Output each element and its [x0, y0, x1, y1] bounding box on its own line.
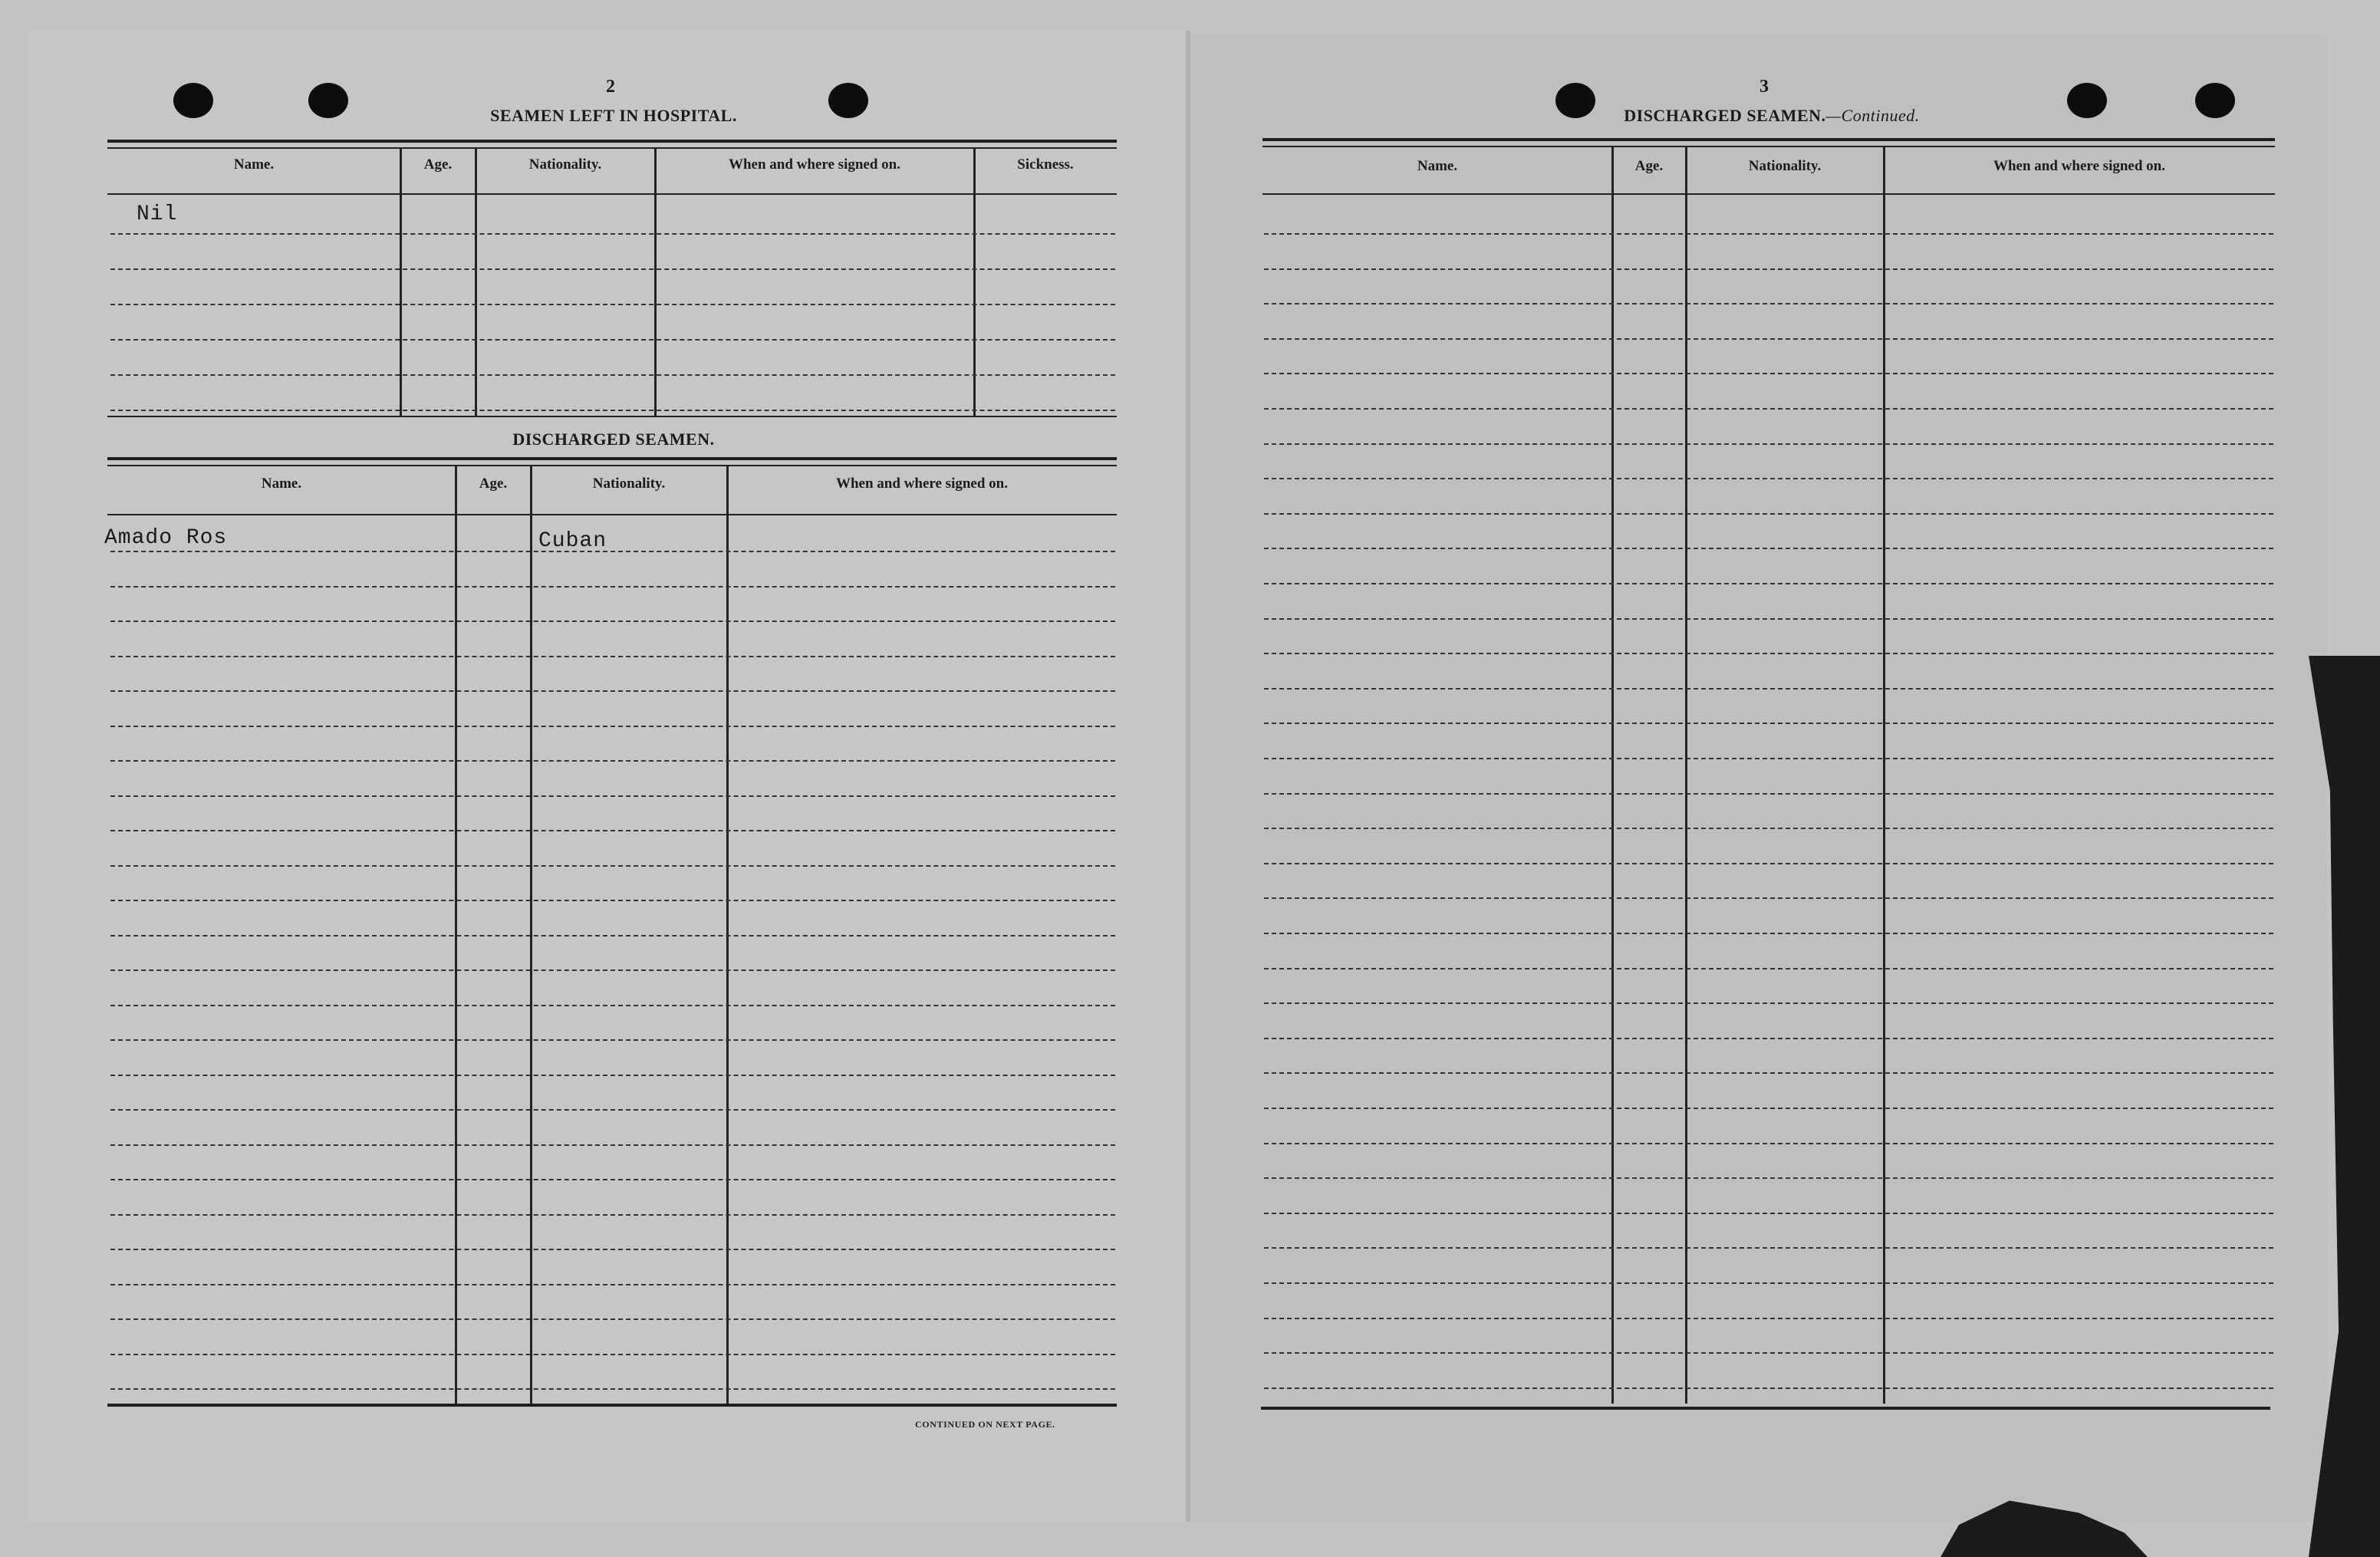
table-rule	[107, 140, 1117, 143]
ruled-line	[110, 1005, 1115, 1006]
ruled-line	[110, 620, 1115, 622]
column-divider	[1611, 146, 1614, 1404]
section-title-hospital: SEAMEN LEFT IN HOSPITAL.	[490, 106, 737, 125]
ruled-line	[110, 900, 1115, 901]
ruled-line	[1264, 723, 2273, 724]
ruled-line	[1264, 408, 2273, 410]
table-bottom-rule	[107, 1404, 1117, 1407]
ruled-line	[1264, 338, 2273, 340]
column-header-signed-on: When and where signed on.	[835, 476, 1008, 492]
column-header-sickness: Sickness.	[1017, 156, 1074, 173]
ruled-line	[110, 656, 1115, 657]
table-rule	[107, 465, 1117, 466]
page-number: 3	[1759, 77, 1769, 97]
ruled-line	[1264, 828, 2273, 829]
ruled-line	[1264, 1177, 2273, 1179]
ruled-line	[110, 268, 1115, 270]
ruled-line	[1264, 268, 2273, 270]
ruled-line	[110, 726, 1115, 727]
ruled-line	[110, 969, 1115, 971]
ruled-line	[1264, 618, 2273, 620]
ruled-line	[1264, 513, 2273, 515]
header-underline	[107, 193, 1117, 195]
ruled-line	[110, 830, 1115, 831]
ruled-line	[110, 374, 1115, 376]
ruled-line	[110, 1144, 1115, 1146]
page-fold	[1186, 31, 1190, 1522]
ruled-line	[1264, 1002, 2273, 1004]
ruled-line	[110, 586, 1115, 588]
ruled-line	[1264, 793, 2273, 795]
punch-hole	[828, 83, 868, 118]
column-header-nationality: Nationality.	[592, 476, 666, 492]
column-header-nationality: Nationality.	[1748, 158, 1822, 174]
ruled-line	[110, 1354, 1115, 1355]
ruled-line	[110, 1284, 1115, 1285]
ruled-line	[110, 760, 1115, 762]
table-rule	[107, 457, 1117, 460]
punch-hole	[2067, 83, 2107, 118]
ruled-line	[1264, 1352, 2273, 1354]
ruled-line	[110, 551, 1115, 552]
ruled-line	[1264, 548, 2273, 549]
table-rule	[107, 147, 1117, 149]
ruled-line	[110, 1039, 1115, 1041]
ruled-line	[110, 1318, 1115, 1320]
ruled-line	[110, 233, 1115, 235]
ruled-line	[1264, 1072, 2273, 1074]
ruled-line	[1264, 933, 2273, 934]
ruled-line	[110, 935, 1115, 937]
ruled-line	[110, 1179, 1115, 1180]
ruled-line	[1264, 233, 2273, 235]
ruled-line	[1264, 1038, 2273, 1039]
column-header-name: Name.	[1417, 158, 1458, 174]
ruled-line	[110, 1109, 1115, 1111]
column-header-nationality: Nationality.	[528, 156, 602, 173]
ruled-line	[110, 1249, 1115, 1250]
left-page	[29, 31, 1189, 1522]
ruled-line	[1264, 863, 2273, 864]
column-header-signed-on: When and where signed on.	[1993, 158, 2165, 174]
ruled-line	[1264, 1108, 2273, 1109]
punch-hole	[2195, 83, 2235, 118]
ruled-line	[110, 339, 1115, 341]
table-rule	[107, 416, 1117, 417]
table-rule	[1262, 138, 2275, 141]
table-bottom-rule	[1261, 1407, 2270, 1410]
page-number: 2	[606, 77, 615, 97]
ruled-line	[1264, 1318, 2273, 1319]
ruled-line	[110, 410, 1115, 411]
ruled-line	[110, 1388, 1115, 1390]
punch-hole	[173, 83, 213, 118]
ruled-line	[1264, 653, 2273, 654]
ruled-line	[110, 865, 1115, 867]
right-page	[1189, 35, 2327, 1522]
ruled-line	[110, 690, 1115, 692]
ruled-line	[110, 1075, 1115, 1076]
seaman-nationality: Cuban	[538, 529, 607, 553]
ruled-line	[1264, 758, 2273, 759]
ruled-line	[1264, 968, 2273, 969]
table-rule	[1262, 146, 2275, 147]
ruled-line	[1264, 897, 2273, 899]
hospital-entry: Nil	[137, 202, 178, 226]
column-header-age: Age.	[423, 156, 453, 173]
ruled-line	[1264, 1282, 2273, 1284]
column-header-age: Age.	[479, 476, 508, 492]
ruled-line	[1264, 443, 2273, 445]
ruled-line	[1264, 688, 2273, 690]
ruled-line	[110, 795, 1115, 797]
column-header-name: Name.	[261, 476, 302, 492]
ruled-line	[1264, 583, 2273, 584]
column-divider	[1685, 146, 1687, 1404]
section-title-discharged-continued: DISCHARGED SEAMEN.—Continued.	[1624, 106, 1920, 125]
ruled-line	[110, 1214, 1115, 1216]
ruled-line	[1264, 1247, 2273, 1249]
section-title-discharged: DISCHARGED SEAMEN.	[512, 430, 715, 449]
punch-hole	[308, 83, 348, 118]
ruled-line	[1264, 373, 2273, 374]
continued-note: CONTINUED ON NEXT PAGE.	[915, 1419, 1055, 1430]
ruled-line	[1264, 1213, 2273, 1214]
column-divider	[1883, 146, 1885, 1404]
column-header-name: Name.	[233, 156, 275, 173]
column-header-signed-on: When and where signed on.	[728, 156, 900, 173]
ruled-line	[1264, 1143, 2273, 1144]
header-underline	[1262, 193, 2275, 195]
ruled-line	[110, 304, 1115, 305]
header-underline	[107, 514, 1117, 515]
column-header-age: Age.	[1634, 158, 1664, 174]
ruled-line	[1264, 1387, 2273, 1389]
ruled-line	[1264, 303, 2273, 304]
ruled-line	[1264, 478, 2273, 479]
seaman-name: Amado Ros	[104, 526, 228, 550]
